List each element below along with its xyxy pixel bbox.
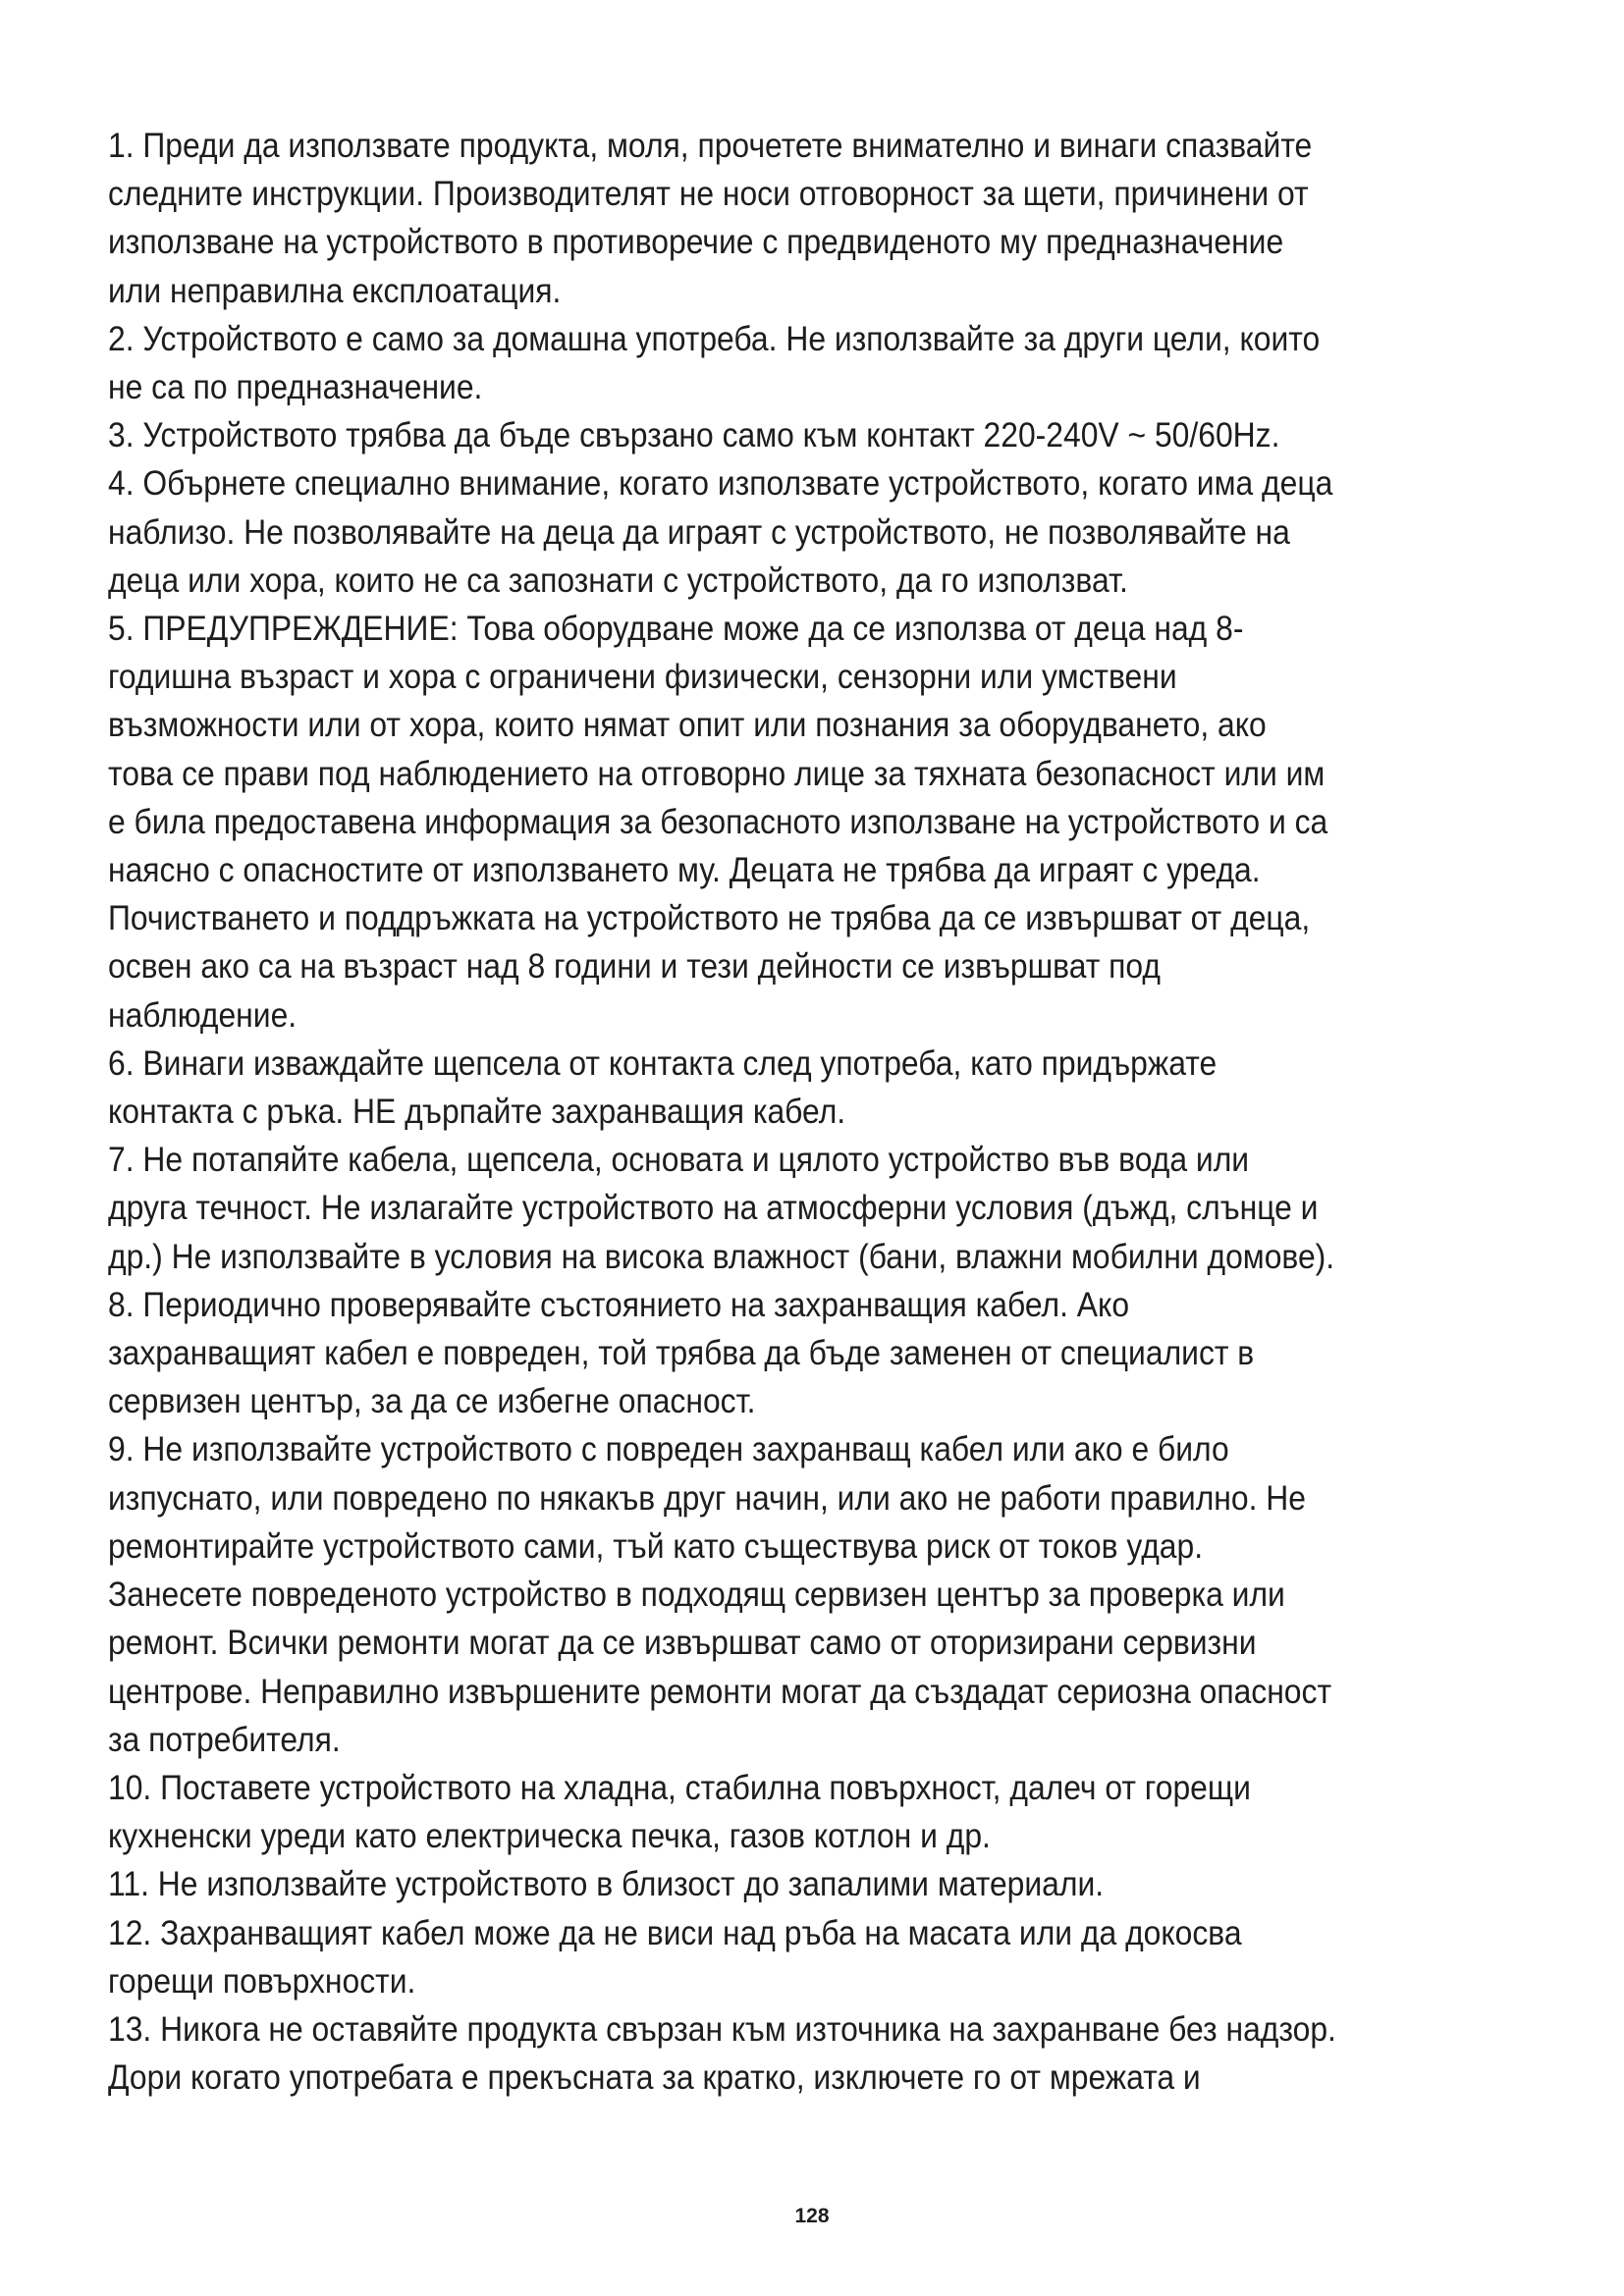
- text-line: за потребителя.: [108, 1720, 341, 1759]
- text-line: захранващият кабел е повреден, той трябва да бъде заменен от специалист в: [108, 1334, 1255, 1373]
- text-line: Почистването и поддръжката на устройството не трябва да се извършват от деца,: [108, 899, 1311, 938]
- text-line: ремонтирайте устройството сами, тъй като съществува риск от токов удар.: [108, 1526, 1204, 1566]
- page-number: 128: [794, 2205, 830, 2227]
- text-line: 7. Не потапяйте кабела, щепсела, основата и цялото устройство във вода или: [108, 1141, 1250, 1180]
- text-line: Дори когато употребата е прекъсната за кратко, изключете го от мрежата и: [108, 2058, 1201, 2098]
- text-line: това се прави под наблюдението на отговорно лице за тяхната безопасност или им: [108, 754, 1326, 793]
- text-line: горещи повърхности.: [108, 1961, 416, 2001]
- text-line: 6. Винаги изваждайте щепсела от контакта след употреба, като придържате: [108, 1043, 1218, 1083]
- text-line: използване на устройството в противоречие с предвиденото му предназначение: [108, 223, 1284, 262]
- text-line: наясно с опасностите от използването му. Децата не трябва да играят с уреда.: [108, 851, 1261, 890]
- text-line: е била предоставена информация за безопасното използване на устройството и са: [108, 802, 1328, 841]
- text-line: 13. Никога не оставяйте продукта свързан към източника на захранване без надзор.: [108, 2009, 1336, 2049]
- text-line: Занесете повреденото устройство в подходящ сервизен център за проверка или: [108, 1575, 1285, 1615]
- text-line: др.) Не използвайте в условия на висока влажност (бани, влажни мобилни домове).: [108, 1237, 1335, 1276]
- text-line: следните инструкции. Производителят не носи отговорност за щети, причинени от: [108, 175, 1309, 214]
- text-line: 1. Преди да използвате продукта, моля, прочетете внимателно и винаги спазвайте: [108, 127, 1313, 165]
- text-line: 4. Обърнете специално внимание, когато използвате устройството, когато има деца: [108, 464, 1333, 504]
- text-line: кухненски уреди като електрическа печка, газов котлон и др.: [108, 1817, 991, 1856]
- text-line: 2. Устройството е само за домашна употреба. Не използвайте за други цели, които: [108, 319, 1321, 358]
- text-line: деца или хора, които не са запознати с устройството, да го използват.: [108, 561, 1128, 600]
- text-line: наблизо. Не позволявайте на деца да играят с устройството, не позволявайте на: [108, 512, 1290, 552]
- text-line: 11. Не използвайте устройството в близост до запалими материали.: [108, 1865, 1105, 1904]
- text-line: или неправилна експлоатация.: [108, 271, 562, 310]
- text-line: наблюдение.: [108, 995, 298, 1035]
- text-line: 12. Захранващият кабел може да не виси над ръба на масата или да докосва: [108, 1913, 1242, 1952]
- text-line: 5. ПРЕДУПРЕЖДЕНИЕ: Това оборудване може да се използва от деца над 8-: [108, 610, 1244, 649]
- text-line: сервизен център, за да се избегне опасност.: [108, 1382, 756, 1421]
- text-line: не са по предназначение.: [108, 368, 483, 407]
- text-line: 10. Поставете устройството на хладна, стабилна повърхност, далеч от горещи: [108, 1768, 1251, 1807]
- text-line: контакта с ръка. НЕ дърпайте захранващия кабел.: [108, 1093, 846, 1132]
- text-line: 8. Периодично проверявайте състоянието на захранващия кабел. Ако: [108, 1285, 1130, 1324]
- text-line: освен ако са на възраст над 8 години и тези дейности се извършват под: [108, 947, 1162, 987]
- text-line: друга течност. Не излагайте устройството на атмосферни условия (дъжд, слънце и: [108, 1189, 1319, 1228]
- text-line: ремонт. Всички ремонти могат да се извършват само от оторизирани сервизни: [108, 1624, 1257, 1663]
- text-line: центрове. Неправилно извършените ремонти могат да създадат сериозна опасност: [108, 1672, 1332, 1711]
- text-line: 9. Не използвайте устройството с повреден захранващ кабел или ако е било: [108, 1430, 1229, 1469]
- text-line: изпуснато, или повредено по някакъв друг начин, или ако не работи правилно. Не: [108, 1478, 1306, 1518]
- text-line: 3. Устройството трябва да бъде свързано само към контакт 220-240V ~ 50/60Hz.: [108, 416, 1280, 455]
- text-line: възможности или от хора, които нямат опит или познания за оборудването, ако: [108, 706, 1267, 745]
- text-line: годишна възраст и хора с ограничени физически, сензорни или умствени: [108, 658, 1177, 697]
- instructions-text: [108, 122, 1413, 2102]
